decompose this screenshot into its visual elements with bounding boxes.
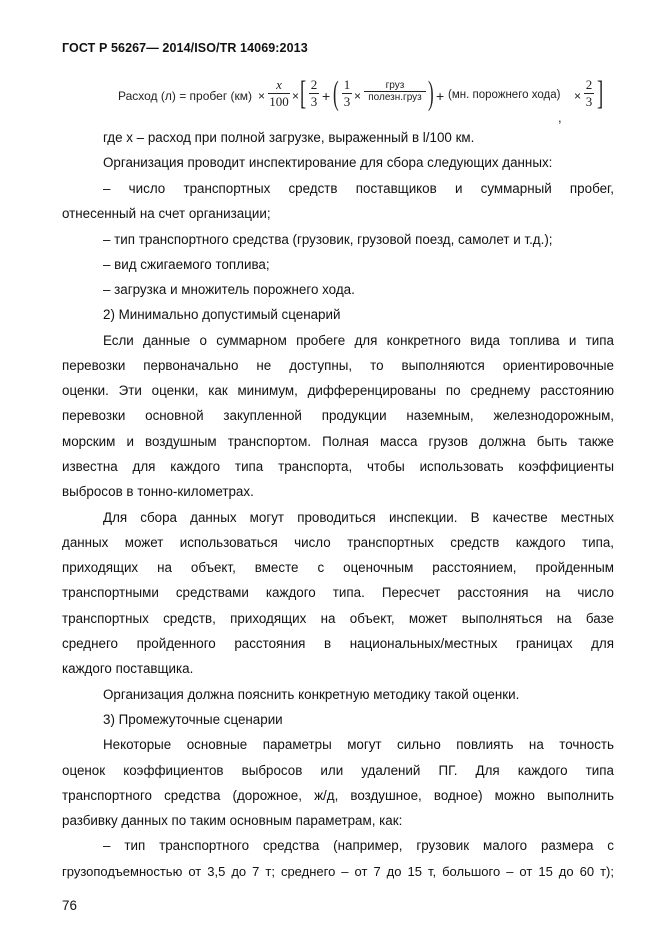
formula-times-1: × bbox=[258, 89, 266, 103]
text-line: каждого поставщика. bbox=[62, 661, 194, 676]
text-line: известна для каждого типа транспорта, чтобы использовать коэффициенты bbox=[62, 459, 614, 474]
formula-fraction-2-3-b: 2 3 bbox=[585, 77, 593, 109]
text-line: разбивку данных по таким основным параметрам, как: bbox=[62, 813, 403, 828]
text-line: Организация проводит инспектирование для сбора следующих данных: bbox=[103, 155, 553, 170]
list-item: – число транспортных средств поставщиков и суммарный пробег, bbox=[103, 181, 614, 196]
text-line: Организация должна пояснить конкретную методику такой оценки. bbox=[103, 687, 520, 702]
text-line: транспортными средствами каждого типа. Пересчет расстояния на число bbox=[62, 585, 614, 600]
fuel-consumption-formula: Расход (л) = пробег (км) × x 100 × [ 2 3 + ( 1 3 × груз полезн.груз ) + (мн. порожнего хода) × 2 3 ] , bbox=[118, 75, 604, 125]
formula-fraction-x-100 bbox=[268, 77, 290, 110]
list-item: – тип транспортного средства (например, грузовик малого размера с bbox=[103, 838, 614, 853]
text-line: где x – расход при полной загрузке, выраженный в l/100 км. bbox=[103, 130, 475, 145]
text-line: перевозки основной закупленной продукции наземным, железнодорожным, bbox=[62, 408, 614, 423]
text-line: оценок коэффициентов выбросов или удалений ПГ. Для каждого типа bbox=[62, 763, 614, 778]
formula-fraction-2-3: 2 3 bbox=[310, 77, 318, 109]
formula-trailing-comma: , bbox=[558, 110, 562, 125]
text-line: отнесенный на счет организации; bbox=[62, 206, 271, 221]
text-line: транспортного средства (дорожное, ж/д, воздушное, водное) можно выполнить bbox=[62, 788, 614, 803]
text-line: морским и воздушным транспортом. Полная масса грузов должна быть также bbox=[62, 434, 614, 449]
list-item: – вид сжигаемого топлива; bbox=[103, 257, 270, 272]
text-line: данных может использоваться число транспортных средств каждого типа, bbox=[62, 535, 614, 550]
formula-lhs: Расход (л) = пробег (км) bbox=[118, 89, 253, 103]
text-line: оценки. Эти оценки, как минимум, дифференцированы по среднему расстоянию bbox=[62, 383, 614, 398]
frac1-num: x bbox=[276, 77, 282, 92]
formula-fraction-cargo: груз полезн.груз bbox=[364, 80, 426, 103]
text-line: среднего пройденного расстояния в национальных/местных границах для bbox=[62, 636, 614, 651]
text-line: Если данные о суммарном пробеге для конкретного вида топлива и типа bbox=[103, 333, 614, 348]
text-line: выбросов в тонно-километрах. bbox=[62, 484, 254, 499]
text-line: приходящих на объект, вместе с оценочным расстоянием, пройденным bbox=[62, 560, 614, 575]
formula-empty-run-term: (мн. порожнего хода) bbox=[448, 89, 561, 101]
frac1-den: 100 bbox=[269, 94, 289, 109]
formula-fraction-1-3: 1 3 bbox=[343, 77, 351, 109]
page-number: 76 bbox=[62, 898, 77, 913]
list-item: – загрузка и множитель порожнего хода. bbox=[103, 282, 355, 297]
formula-times-2: × bbox=[292, 89, 300, 103]
text-line: Некоторые основные параметры могут сильно повлиять на точность bbox=[103, 737, 614, 752]
text-line: перевозки первоначально не доступны, то выполняются ориентировочные bbox=[62, 358, 614, 373]
list-item: – тип транспортного средства (грузовик, грузовой поезд, самолет и т.д.); bbox=[103, 232, 553, 247]
text-line: грузоподъемностью от 3,5 до 7 т; среднего – от 7 до 15 т, большого – от 15 до 60 т); bbox=[62, 864, 614, 879]
text-line: транспортных средств, приходящих на объект, может выполняться на базе bbox=[62, 611, 614, 626]
section-heading: 2) Минимально допустимый сценарий bbox=[103, 307, 341, 322]
section-heading: 3) Промежуточные сценарии bbox=[103, 712, 283, 727]
text-line: Для сбора данных могут проводиться инспекции. В качестве местных bbox=[103, 510, 614, 525]
document-header: ГОСТ Р 56267— 2014/ISO/TR 14069:2013 bbox=[62, 41, 308, 55]
